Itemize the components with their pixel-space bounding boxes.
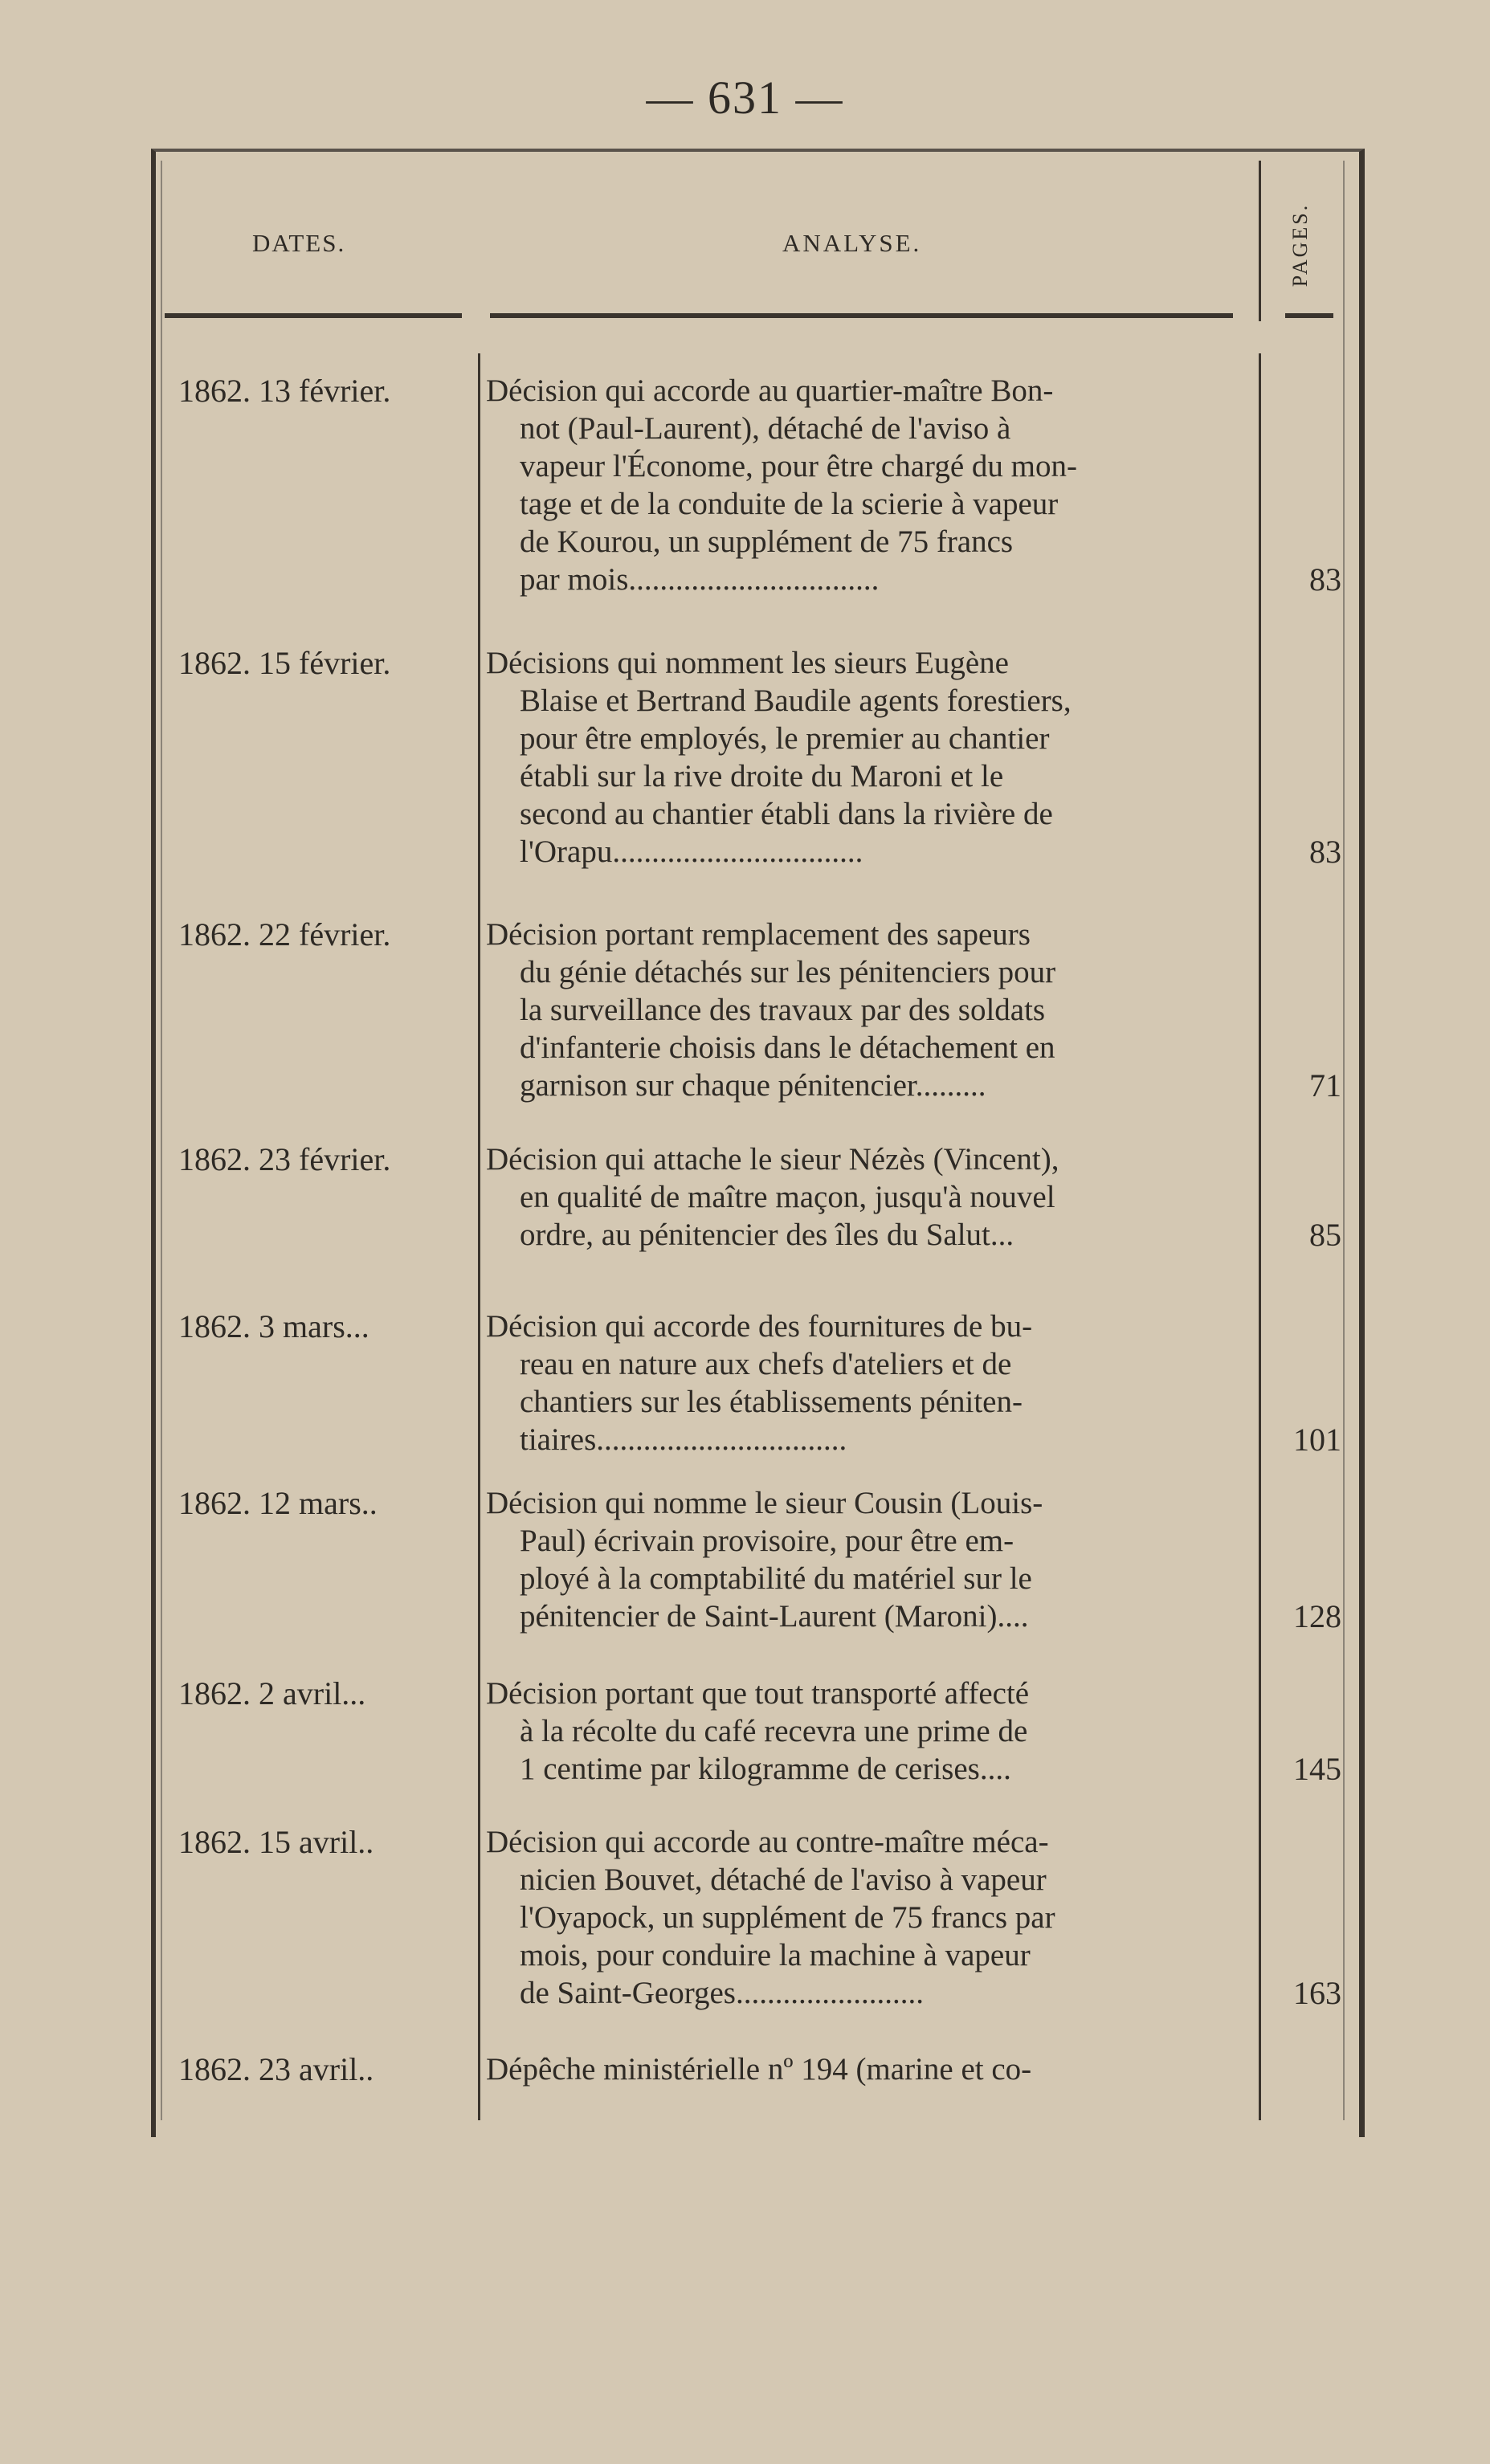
entry-analysis-line: ployé à la comptabilité du matériel sur le (520, 1561, 1032, 1596)
entry-page: 163 (1293, 1975, 1341, 2011)
header-analyse: ANALYSE. (782, 229, 922, 257)
entry-analysis (486, 372, 1247, 598)
entry-analysis (486, 1675, 1247, 1788)
entry-analysis-line: Décision qui accorde des fournitures de bu- (486, 1309, 1033, 1344)
entry-page: 83 (1309, 561, 1341, 598)
entry-analysis (486, 1484, 1247, 1635)
entry-analysis-line: la surveillance des travaux par des soldats (520, 993, 1046, 1027)
entry-analysis-line: nicien Bouvet, détaché de l'aviso à vapeur (520, 1862, 1047, 1897)
entry-page: 128 (1293, 1598, 1341, 1634)
entry-analysis-line: second au chantier établi dans la rivière de (520, 797, 1053, 831)
entry-analysis-line: de Kourou, un supplément de 75 francs (520, 524, 1014, 559)
entry-analysis-line: tiaires................................ (520, 1422, 847, 1457)
entry-analysis-line: du génie détachés sur les pénitenciers pour (520, 955, 1056, 989)
entry-analysis-line: ordre, au pénitencier des îles du Salut... (520, 1218, 1014, 1252)
entry-analysis-line: chantiers sur les établissements péniten- (520, 1385, 1023, 1419)
entry-date: 1862. 23 avril.. (178, 2051, 374, 2087)
entry-date: 1862. 3 mars... (178, 1308, 369, 1344)
entry-date: 1862. 22 février. (178, 916, 391, 953)
entry-analysis-line: 1 centime par kilogramme de cerises.... (520, 1752, 1011, 1786)
entry-analysis-line: de Saint-Georges........................ (520, 1976, 924, 2010)
entry-date: 1862. 23 février. (178, 1141, 391, 1177)
entry-analysis-line: en qualité de maître maçon, jusqu'à nouvel (520, 1180, 1055, 1214)
entry-page: 85 (1309, 1217, 1341, 1253)
entry-page: 101 (1293, 1422, 1341, 1458)
header-dates: DATES. (252, 229, 346, 257)
table-header (156, 149, 1349, 317)
entry-analysis (486, 1140, 1247, 1254)
column-divider-pages-header (1259, 161, 1261, 321)
entry-page: 83 (1309, 834, 1341, 870)
entry-analysis-line: l'Oyapock, un supplément de 75 francs par (520, 1900, 1055, 1935)
entry-analysis-line: Décision qui attache le sieur Nézès (Vincent), (486, 1142, 1059, 1177)
header-rule-dates (165, 313, 462, 318)
entry-analysis-line: Décision qui nomme le sieur Cousin (Louis- (486, 1486, 1043, 1520)
header-rule-pages (1285, 313, 1333, 318)
entry-analysis (486, 1823, 1247, 2012)
entry-analysis-line: not (Paul-Laurent), détaché de l'aviso à (520, 411, 1011, 446)
entry-analysis-line: mois, pour conduire la machine à vapeur (520, 1938, 1031, 1972)
entry-analysis (486, 2050, 1247, 2088)
entry-analysis-line: l'Orapu................................ (520, 834, 863, 869)
header-rule-analyse (490, 313, 1233, 318)
entry-date: 1862. 15 février. (178, 645, 391, 681)
entry-analysis-line: Décision portant que tout transporté affecté (486, 1676, 1030, 1711)
entry-analysis-line: Décision qui accorde au quartier-maître Bon- (486, 373, 1054, 408)
entry-date: 1862. 12 mars.. (178, 1485, 378, 1521)
page-number: — 631 — (646, 71, 844, 124)
entry-analysis-line: d'infanterie choisis dans le détachement en (520, 1030, 1055, 1065)
entry-analysis-line: Paul) écrivain provisoire, pour être em- (520, 1524, 1014, 1558)
entry-analysis-line: à la récolte du café recevra une prime de (520, 1714, 1028, 1748)
entry-analysis-line: par mois................................ (520, 562, 880, 597)
entry-analysis-line: vapeur l'Économe, pour être chargé du mon- (520, 449, 1077, 483)
entry-page: 145 (1293, 1751, 1341, 1787)
entry-analysis (486, 644, 1247, 871)
entry-analysis-line: pour être employés, le premier au chantier (520, 721, 1050, 756)
header-pages: PAGES. (1288, 202, 1312, 288)
entry-analysis-line: tage et de la conduite de la scierie à vapeur (520, 487, 1059, 521)
entry-analysis (486, 916, 1247, 1104)
entry-analysis-line: établi sur la rive droite du Maroni et le (520, 759, 1004, 793)
entry-analysis (486, 1307, 1247, 1458)
entry-analysis-line: garnison sur chaque pénitencier......... (520, 1068, 986, 1103)
entry-date: 1862. 13 février. (178, 373, 391, 409)
entry-date: 1862. 15 avril.. (178, 1824, 374, 1860)
entry-analysis-line: Décisions qui nomment les sieurs Eugène (486, 646, 1009, 680)
entry-analysis-line: pénitencier de Saint-Laurent (Maroni).... (520, 1599, 1029, 1634)
entry-date: 1862. 2 avril... (178, 1675, 366, 1711)
entry-page: 71 (1309, 1067, 1341, 1103)
entry-analysis-line: Blaise et Bertrand Baudile agents forestiers, (520, 683, 1072, 718)
entry-analysis-line: Décision qui accorde au contre-maître méca- (486, 1825, 1049, 1859)
entry-analysis-line: Dépêche ministérielle nº 194 (marine et co- (486, 2052, 1032, 2087)
entry-analysis-line: reau en nature aux chefs d'ateliers et de (520, 1347, 1012, 1381)
entry-analysis-line: Décision portant remplacement des sapeurs (486, 917, 1031, 952)
column-divider-dates (478, 353, 480, 2120)
